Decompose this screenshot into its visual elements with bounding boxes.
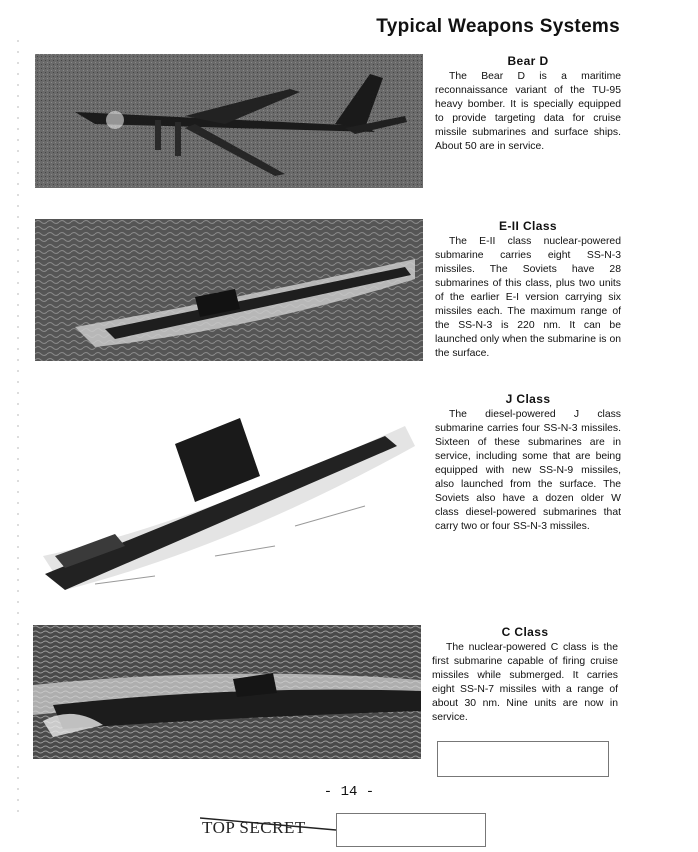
entry-heading: Bear D: [507, 54, 549, 68]
entry-e-ii-class: [435, 219, 621, 361]
entry-heading: J Class: [505, 392, 551, 406]
entry-j-class: [435, 392, 621, 534]
entry-heading: C Class: [501, 625, 549, 639]
redaction-box-upper: [437, 741, 609, 777]
scan-margin-marks: [16, 40, 20, 820]
entry-c-class: [432, 625, 618, 725]
entry-text: The E-II class nuclear-powered submarine carries eight SS-N-3 missiles. The Soviets have 28 submarines of this class, plus two units of the earlier E-I version carrying six missiles each. The maximum range of the SS-N-3 is 220 nm. It can be launched only when the submarine is on the surface.: [435, 236, 621, 359]
entry-heading: E-II Class: [498, 219, 558, 233]
classification-marking: TOP SECRET: [202, 818, 306, 837]
page-title: Typical Weapons Systems: [376, 16, 620, 37]
entry-text: The Bear D is a maritime reconnaissance variant of the TU-95 heavy bomber. It is specially equipped to provide targeting data for cruise missile submarines and surface ships. About 50 are in service.: [435, 71, 621, 152]
page-number: - 14 -: [323, 784, 375, 800]
entry-text: The nuclear-powered C class is the first submarine capable of firing cruise missiles while submerged. It carries eight SS-N-7 missiles with a range of about 30 nm. Nine units are now in service.: [432, 642, 618, 723]
bear-d-photo: [35, 54, 423, 188]
entry-bear-d: [435, 54, 621, 154]
e-ii-class-photo: [35, 219, 423, 361]
entry-text: The diesel-powered J class submarine carries four SS-N-3 missiles. Sixteen of these submarines are in service, including some that are being equipped with new SS-N-9 missiles, also launched from the surface. The Soviets also have a dozen older W class diesel-powered submarines that carry two or four SS-N-3 missiles.: [435, 409, 621, 532]
redaction-box-lower: [336, 813, 486, 847]
j-class-photo: [35, 406, 423, 596]
c-class-photo: [33, 625, 421, 759]
strikethrough-mark: [200, 812, 336, 842]
